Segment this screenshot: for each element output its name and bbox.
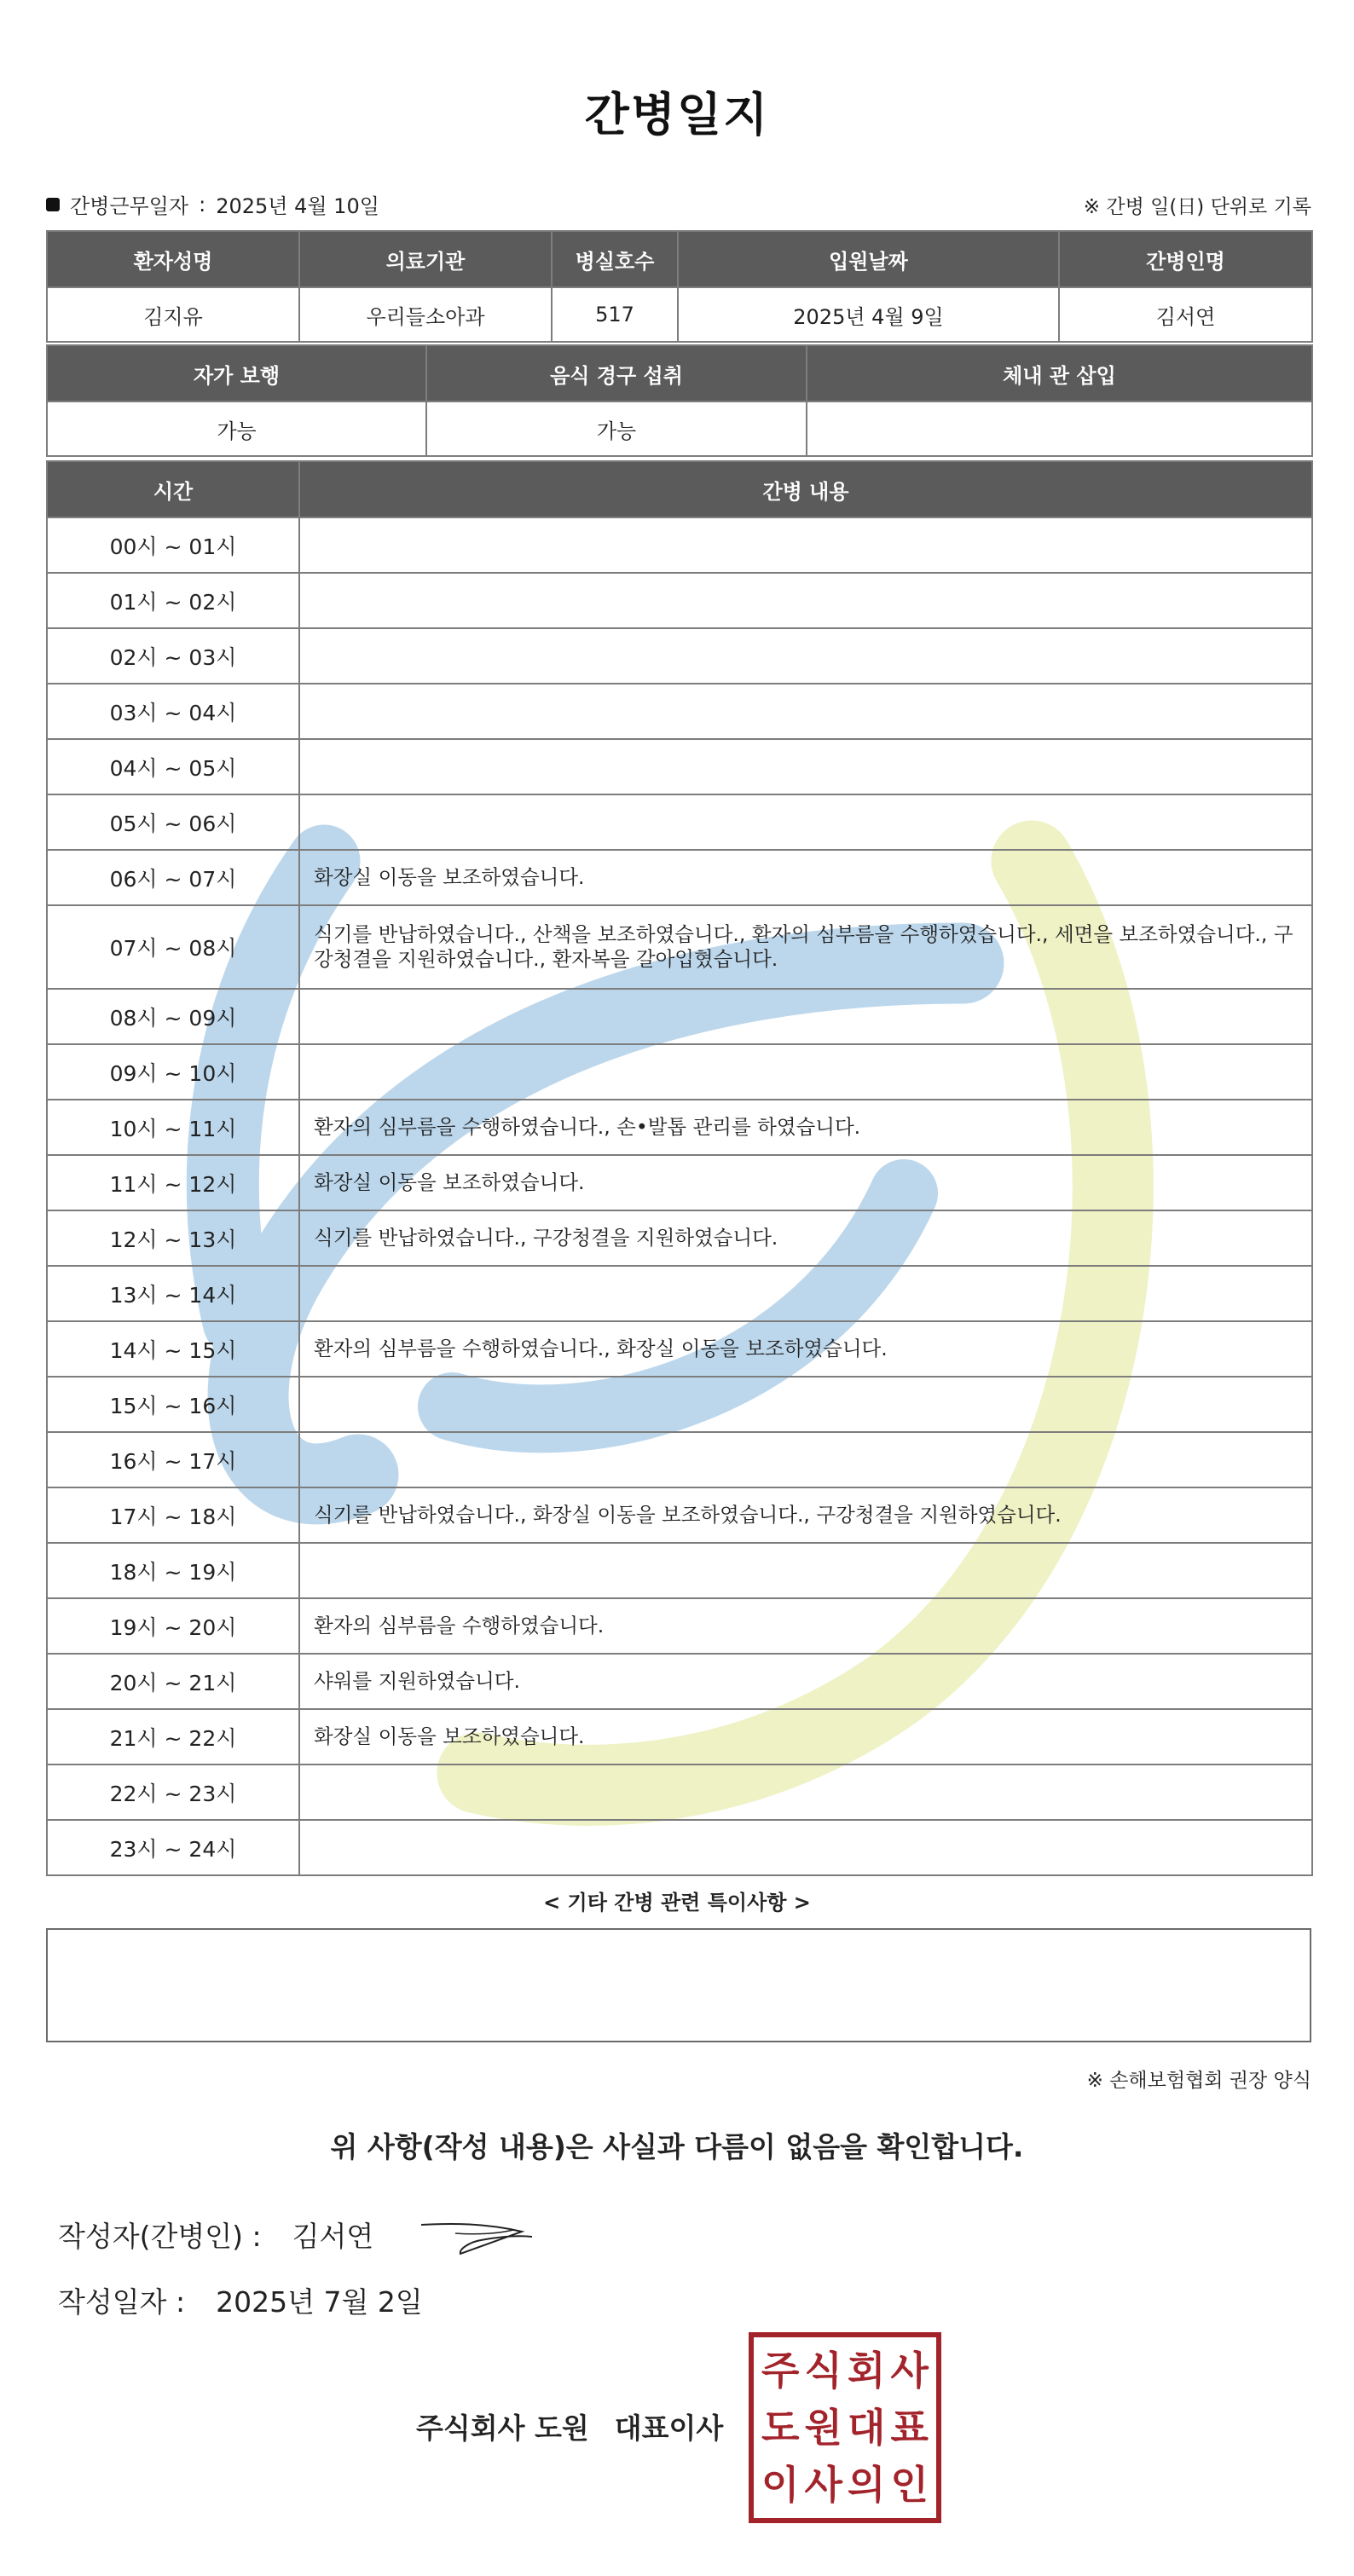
care-log-row: [47, 1321, 1312, 1377]
tube-insertion-value: [807, 401, 1312, 456]
care-log-content: [299, 1765, 1312, 1820]
seal-character: 사: [804, 2461, 842, 2508]
care-log-time: 01시 ~ 02시: [47, 573, 299, 628]
header-care-content: 간병 내용: [299, 461, 1312, 517]
care-log-content: 환자의 심부름을 수행하였습니다., 화장실 이동을 보조하였습니다.: [299, 1321, 1312, 1377]
care-log-time: 17시 ~ 18시: [47, 1487, 299, 1543]
care-log-time: 04시 ~ 05시: [47, 739, 299, 794]
care-log-time: 19시 ~ 20시: [47, 1598, 299, 1654]
care-log-content: [299, 1266, 1312, 1321]
care-log-content: [299, 739, 1312, 794]
care-log-row: [47, 684, 1312, 739]
care-log-row: [47, 1654, 1312, 1709]
meta-row: [46, 186, 1311, 220]
care-log-row: [47, 1377, 1312, 1432]
care-log-time: 12시 ~ 13시: [47, 1210, 299, 1266]
care-log-time: 16시 ~ 17시: [47, 1432, 299, 1487]
care-log-body: [47, 517, 1312, 1875]
oral-intake-value: 가능: [426, 401, 807, 456]
care-log-content: [299, 989, 1312, 1044]
written-date-label: 작성일자 :: [58, 2285, 186, 2319]
header-caregiver-name: 간병인명: [1059, 231, 1312, 287]
seal-character: 원: [804, 2404, 842, 2451]
care-log-header-row: [47, 461, 1312, 517]
company-name: 주식회사 도원: [416, 2411, 589, 2445]
care-log-row: [47, 628, 1312, 684]
seal-character: 의: [848, 2461, 886, 2508]
care-log-content: [299, 573, 1312, 628]
care-log-time: 23시 ~ 24시: [47, 1820, 299, 1875]
writer-line: [58, 2215, 373, 2255]
seal-character: 인: [890, 2461, 929, 2508]
header-oral-intake: 음식 경구 섭취: [426, 345, 807, 401]
care-log-time: 21시 ~ 22시: [47, 1709, 299, 1765]
patient-info-header-row: [47, 231, 1312, 287]
care-log-table: [46, 460, 1313, 1876]
work-date-group: [46, 189, 379, 219]
care-log-content: 화장실 이동을 보조하였습니다.: [299, 1155, 1312, 1210]
seal-character: 식: [804, 2348, 842, 2394]
care-log-content: [299, 517, 1312, 573]
patient-info-value-row: [47, 287, 1312, 342]
hospital-name: 우리들소아과: [299, 287, 552, 342]
header-patient-name: 환자성명: [47, 231, 299, 287]
care-log-content: 환자의 심부름을 수행하였습니다., 손•발톱 관리를 하였습니다.: [299, 1100, 1312, 1155]
care-log-time: 09시 ~ 10시: [47, 1044, 299, 1100]
care-log-row: [47, 1044, 1312, 1100]
writer-name: 김서연: [292, 2220, 374, 2253]
work-date-value: 2025년 4월 10일: [216, 194, 379, 218]
header-room: 병실호수: [552, 231, 678, 287]
care-log-content: 화장실 이동을 보조하였습니다.: [299, 1709, 1312, 1765]
care-log-content: [299, 1377, 1312, 1432]
seal-character: 회: [848, 2348, 886, 2394]
writer-label: 작성자(간병인) :: [58, 2220, 262, 2253]
care-log-content: 식기를 반납하였습니다., 구강청결을 지원하였습니다.: [299, 1210, 1312, 1266]
care-log-time: 08시 ~ 09시: [47, 989, 299, 1044]
care-log-content: [299, 628, 1312, 684]
care-log-row: [47, 573, 1312, 628]
seal-character: 도: [761, 2404, 800, 2451]
header-hospital: 의료기관: [299, 231, 552, 287]
ability-value-row: [47, 401, 1312, 456]
bullet-square-icon: [46, 198, 60, 211]
care-log-row: [47, 1820, 1312, 1875]
care-log-row: [47, 1100, 1312, 1155]
care-log-row: [47, 1432, 1312, 1487]
written-date-line: [58, 2280, 423, 2320]
care-log-time: 03시 ~ 04시: [47, 684, 299, 739]
ability-header-row: [47, 345, 1312, 401]
care-log-content: [299, 1543, 1312, 1598]
care-log-time: 15시 ~ 16시: [47, 1377, 299, 1432]
care-log-row: [47, 517, 1312, 573]
care-log-row: [47, 1266, 1312, 1321]
care-log-time: 14시 ~ 15시: [47, 1321, 299, 1377]
care-log-time: 07시 ~ 08시: [47, 905, 299, 989]
care-log-row: [47, 739, 1312, 794]
confirmation-statement: 위 사항(작성 내용)은 사실과 다름이 없음을 확인합니다.: [330, 2130, 1024, 2163]
seal-character: 표: [890, 2404, 929, 2451]
care-log-row: [47, 1765, 1312, 1820]
written-date-value: 2025년 7월 2일: [216, 2285, 423, 2319]
care-log-content: [299, 794, 1312, 850]
header-self-walking: 자가 보행: [47, 345, 426, 401]
care-log-time: 06시 ~ 07시: [47, 850, 299, 905]
care-log-content: 샤워를 지원하였습니다.: [299, 1654, 1312, 1709]
care-log-content: [299, 1432, 1312, 1487]
care-log-time: 02시 ~ 03시: [47, 628, 299, 684]
header-admission-date: 입원날짜: [678, 231, 1059, 287]
header-time: 시간: [47, 461, 299, 517]
daily-record-note: ※ 간병 일(日) 단위로 기록: [1083, 196, 1311, 218]
care-log-time: 11시 ~ 12시: [47, 1155, 299, 1210]
recommended-form-note: ※ 손해보험협회 권장 양식: [1086, 2070, 1311, 2092]
care-log-time: 20시 ~ 21시: [47, 1654, 299, 1709]
patient-info-table: [46, 230, 1313, 343]
care-log-content: 식기를 반납하였습니다., 화장실 이동을 보조하였습니다., 구강청결을 지원하였습니다.: [299, 1487, 1312, 1543]
care-log-time: 13시 ~ 14시: [47, 1266, 299, 1321]
caregiver-name: 김서연: [1059, 287, 1312, 342]
care-log-time: 18시 ~ 19시: [47, 1543, 299, 1598]
care-log-content: [299, 684, 1312, 739]
seal-character: 이: [761, 2461, 800, 2508]
care-log-content: 화장실 이동을 보조하였습니다.: [299, 850, 1312, 905]
remarks-title: < 기타 간병 관련 특이사항 >: [543, 1891, 811, 1915]
remarks-box: [46, 1928, 1311, 2042]
seal-character: 사: [890, 2348, 929, 2394]
admission-date: 2025년 4월 9일: [678, 287, 1059, 342]
work-date-label: 간병근무일자: [70, 194, 189, 218]
ability-table: [46, 344, 1313, 457]
page-title: 간병일지: [584, 88, 770, 142]
work-date-separator: :: [199, 192, 206, 217]
care-log-row: [47, 850, 1312, 905]
care-log-row: [47, 1543, 1312, 1598]
company-seal-stamp: [749, 2332, 941, 2523]
care-log-content: 환자의 심부름을 수행하였습니다.: [299, 1598, 1312, 1654]
self-walking-value: 가능: [47, 401, 426, 456]
care-log-time: 05시 ~ 06시: [47, 794, 299, 850]
room-number: 517: [552, 287, 678, 342]
company-line: [416, 2406, 723, 2446]
care-log-row: [47, 1598, 1312, 1654]
care-log-row: [47, 1155, 1312, 1210]
seal-character: 대: [848, 2404, 886, 2451]
care-log-time: 00시 ~ 01시: [47, 517, 299, 573]
company-title: 대표이사: [614, 2411, 724, 2445]
header-tube-insertion: 체내 관 삽입: [807, 345, 1312, 401]
patient-name: 김지유: [47, 287, 299, 342]
care-log-content: [299, 1044, 1312, 1100]
care-log-row: [47, 794, 1312, 850]
care-log-time: 10시 ~ 11시: [47, 1100, 299, 1155]
care-log-time: 22시 ~ 23시: [47, 1765, 299, 1820]
care-log-row: [47, 1709, 1312, 1765]
care-log-row: [47, 1210, 1312, 1266]
care-log-content: 식기를 반납하였습니다., 산책을 보조하였습니다., 환자의 심부름을 수행하였습니다., 세면을 보조하였습니다., 구강청결을 지원하였습니다., 환자복을 갈아입혔습니다.: [299, 905, 1312, 989]
care-log-content: [299, 1820, 1312, 1875]
care-log-row: [47, 1487, 1312, 1543]
care-log-row: [47, 905, 1312, 989]
care-log-row: [47, 989, 1312, 1044]
signature-image: [418, 2216, 537, 2259]
seal-character: 주: [761, 2348, 800, 2394]
